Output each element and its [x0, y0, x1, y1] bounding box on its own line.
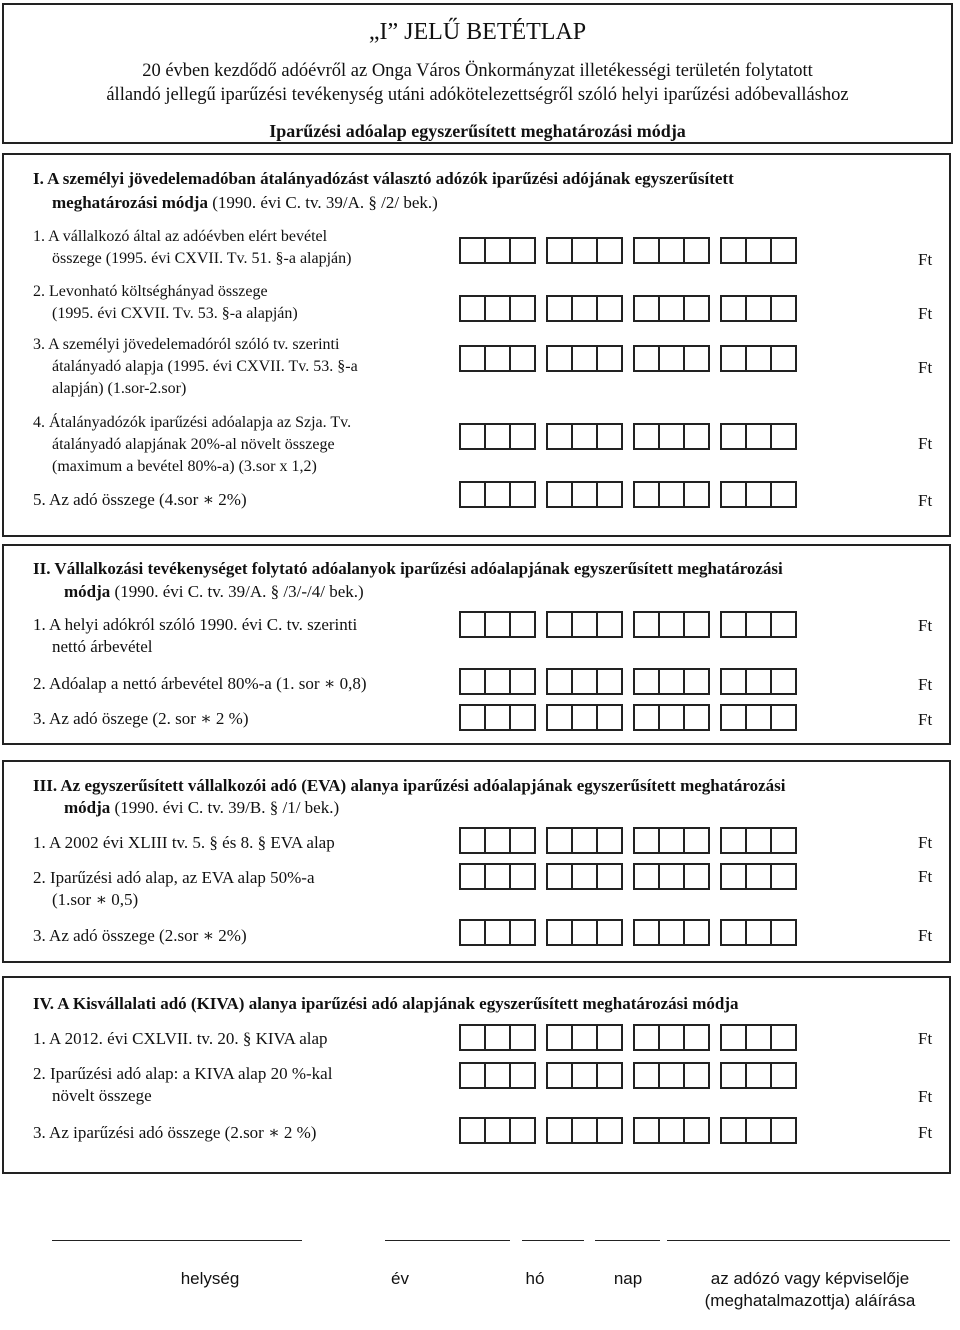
digit-box[interactable]	[548, 483, 573, 506]
section-iii-row-2-digit-boxes[interactable]	[459, 863, 797, 890]
digit-box[interactable]	[511, 1064, 534, 1087]
digit-box-group[interactable]	[633, 668, 710, 695]
digit-box-group[interactable]	[546, 1024, 623, 1051]
digit-box[interactable]	[548, 239, 573, 262]
section-iv-heading: IV. A Kisvállalati adó (KIVA) alanya iparűzési adó alapjának egyszerűsített meghatározási módja	[33, 994, 739, 1013]
digit-box[interactable]	[747, 347, 772, 370]
digit-box-group[interactable]	[459, 863, 536, 890]
section-i-row-4-currency: Ft	[918, 434, 933, 453]
digit-box[interactable]	[598, 425, 621, 448]
digit-box[interactable]	[747, 670, 772, 693]
digit-box-group[interactable]	[633, 345, 710, 372]
digit-box[interactable]	[660, 921, 685, 944]
year-label: év	[391, 1269, 409, 1288]
digit-box[interactable]	[461, 483, 486, 506]
section-i-heading: I. A személyi jövedelemadóban átalányadózást választó adózók iparűzési adójának egyszerűsített	[33, 169, 734, 188]
place-line[interactable]	[52, 1240, 302, 1241]
digit-box[interactable]	[548, 1119, 573, 1142]
digit-box[interactable]	[486, 483, 511, 506]
form-title: „I” JELŰ BETÉTLAP	[368, 19, 587, 45]
digit-box-group[interactable]	[546, 1117, 623, 1144]
digit-box-group[interactable]	[546, 863, 623, 890]
form-header	[2, 3, 953, 144]
digit-box[interactable]	[598, 921, 621, 944]
digit-box[interactable]	[772, 613, 795, 636]
digit-box[interactable]	[548, 670, 573, 693]
digit-box[interactable]	[685, 1064, 708, 1087]
digit-box[interactable]	[772, 829, 795, 852]
section-iv-row-2-digit-boxes[interactable]	[459, 1062, 797, 1089]
digit-box[interactable]	[461, 1026, 486, 1049]
digit-box-group[interactable]	[459, 237, 536, 264]
digit-box[interactable]	[660, 706, 685, 729]
digit-box-group[interactable]	[633, 1117, 710, 1144]
signature-line[interactable]	[667, 1240, 950, 1241]
section-i-row-3-label: 3. A személyi jövedelemadóról szóló tv. szerinti átalányadó alapja (1995. évi CXVII. Tv. 53. §-a alapján) (1.sor-2.sor)	[33, 336, 358, 397]
digit-box[interactable]	[511, 613, 534, 636]
digit-box[interactable]	[635, 829, 660, 852]
digit-box[interactable]	[511, 829, 534, 852]
digit-box[interactable]	[598, 865, 621, 888]
digit-box[interactable]	[573, 613, 598, 636]
digit-box[interactable]	[635, 921, 660, 944]
digit-box-group[interactable]	[720, 237, 797, 264]
section-i-row-1-currency: Ft	[918, 250, 933, 269]
digit-box[interactable]	[511, 347, 534, 370]
digit-box-group[interactable]	[633, 481, 710, 508]
digit-box[interactable]	[635, 297, 660, 320]
digit-box[interactable]	[461, 613, 486, 636]
digit-box[interactable]	[486, 1119, 511, 1142]
digit-box[interactable]	[486, 613, 511, 636]
digit-box[interactable]	[635, 670, 660, 693]
digit-box[interactable]	[685, 425, 708, 448]
digit-box[interactable]	[573, 297, 598, 320]
section-i-row-2-label: 2. Levonható költséghányad összege (1995. évi CXVII. Tv. 53. §-a alapján)	[33, 283, 298, 322]
digit-box[interactable]	[573, 239, 598, 262]
digit-box[interactable]	[635, 483, 660, 506]
section-ii-heading: II. Vállalkozási tevékenységet folytató adóalanyok iparűzési adóalapjának egyszerűsített meghatározási	[33, 559, 783, 578]
section-iii-heading: III. Az egyszerűsített vállalkozói adó (EVA) alanya iparűzési adóalapjának egyszerűsített meghatározási	[33, 776, 786, 795]
digit-box[interactable]	[598, 829, 621, 852]
digit-box[interactable]	[598, 613, 621, 636]
header-subtitle: Iparűzési adóalap egyszerűsített meghatározási módja	[269, 121, 686, 141]
digit-box[interactable]	[461, 921, 486, 944]
section-i-row-2-currency: Ft	[918, 304, 933, 323]
section-iii-row-3-label: 3. Az adó összege (2.sor ∗ 2%)	[33, 926, 247, 945]
digit-box[interactable]	[722, 1026, 747, 1049]
digit-box-group[interactable]	[546, 611, 623, 638]
section-ii-row-3-currency: Ft	[918, 710, 933, 729]
digit-box[interactable]	[548, 1064, 573, 1087]
digit-box[interactable]	[722, 865, 747, 888]
digit-box[interactable]	[722, 1064, 747, 1087]
digit-box[interactable]	[548, 706, 573, 729]
digit-box[interactable]	[747, 921, 772, 944]
digit-box[interactable]	[722, 297, 747, 320]
digit-box[interactable]	[486, 1064, 511, 1087]
digit-box[interactable]	[486, 347, 511, 370]
digit-box-group[interactable]	[633, 237, 710, 264]
digit-box[interactable]	[722, 921, 747, 944]
digit-box[interactable]	[486, 865, 511, 888]
section-iv-row-2-currency: Ft	[918, 1087, 933, 1106]
digit-box[interactable]	[747, 297, 772, 320]
digit-box[interactable]	[685, 483, 708, 506]
digit-box-group[interactable]	[633, 423, 710, 450]
digit-box[interactable]	[747, 483, 772, 506]
digit-box-group[interactable]	[633, 1024, 710, 1051]
digit-box[interactable]	[573, 670, 598, 693]
section-iv-row-3-label: 3. Az iparűzési adó összege (2.sor ∗ 2 %)	[33, 1123, 317, 1142]
section-ii-row-2-currency: Ft	[918, 675, 933, 694]
digit-box[interactable]	[598, 670, 621, 693]
digit-box[interactable]	[486, 297, 511, 320]
section-i-row-4-label: 4. Átalányadózók iparűzési adóalapja az Szja. Tv. átalányadó alapjának 20%-al növelt összege (maximum a bevétel 80%-a) (3.sor x 1,2)	[33, 414, 352, 475]
digit-box-group[interactable]	[546, 668, 623, 695]
section-i-heading-2: meghatározási módja (1990. évi C. tv. 39/A. § /2/ bek.)	[52, 193, 438, 212]
digit-box[interactable]	[461, 347, 486, 370]
digit-box-group[interactable]	[546, 919, 623, 946]
digit-box[interactable]	[685, 239, 708, 262]
section-iv-row-1-digit-boxes[interactable]	[459, 1024, 797, 1051]
digit-box[interactable]	[598, 483, 621, 506]
section-iii-row-2-label: 2. Iparűzési adó alap, az EVA alap 50%-a (1.sor ∗ 0,5)	[33, 868, 315, 909]
header-line-2: állandó jellegű iparűzési tevékenység utáni adókötelezettségről szóló helyi iparűzési adóbevalláshoz	[106, 85, 849, 105]
digit-box-group[interactable]	[720, 481, 797, 508]
digit-box-group[interactable]	[633, 1062, 710, 1089]
section-i-row-2-digit-boxes[interactable]	[459, 295, 797, 322]
digit-box-group[interactable]	[546, 827, 623, 854]
digit-box[interactable]	[486, 670, 511, 693]
digit-box[interactable]	[461, 1119, 486, 1142]
section-iii-row-1-currency: Ft	[918, 833, 933, 852]
digit-box-group[interactable]	[459, 423, 536, 450]
digit-box[interactable]	[685, 297, 708, 320]
digit-box-group[interactable]	[546, 345, 623, 372]
digit-box[interactable]	[772, 1064, 795, 1087]
digit-box-group[interactable]	[459, 1062, 536, 1089]
digit-box-group[interactable]	[633, 295, 710, 322]
digit-box-group[interactable]	[459, 1117, 536, 1144]
digit-box[interactable]	[635, 1064, 660, 1087]
header-line-1: 20 évben kezdődő adóévről az Onga Város Önkormányzat illetékességi területén folytatott	[142, 61, 813, 81]
digit-box[interactable]	[722, 1119, 747, 1142]
digit-box-group[interactable]	[720, 423, 797, 450]
digit-box[interactable]	[685, 865, 708, 888]
digit-box[interactable]	[722, 670, 747, 693]
digit-box[interactable]	[747, 829, 772, 852]
digit-box[interactable]	[486, 706, 511, 729]
digit-box[interactable]	[573, 483, 598, 506]
digit-box[interactable]	[722, 483, 747, 506]
digit-box[interactable]	[660, 347, 685, 370]
section-ii-row-1-digit-boxes[interactable]	[459, 611, 797, 638]
digit-box[interactable]	[772, 239, 795, 262]
digit-box[interactable]	[747, 1026, 772, 1049]
day-line[interactable]	[595, 1240, 660, 1241]
digit-box[interactable]	[486, 1026, 511, 1049]
digit-box-group[interactable]	[720, 295, 797, 322]
digit-box[interactable]	[635, 865, 660, 888]
year-line[interactable]	[385, 1240, 510, 1241]
digit-box-group[interactable]	[459, 919, 536, 946]
digit-box-group[interactable]	[546, 237, 623, 264]
digit-box-group[interactable]	[720, 827, 797, 854]
digit-box-group[interactable]	[459, 1024, 536, 1051]
digit-box-group[interactable]	[459, 481, 536, 508]
digit-box[interactable]	[548, 347, 573, 370]
digit-box-group[interactable]	[720, 1062, 797, 1089]
section-iii-row-1-digit-boxes[interactable]	[459, 827, 797, 854]
digit-box[interactable]	[573, 865, 598, 888]
section-ii-row-2-label: 2. Adóalap a nettó árbevétel 80%-a (1. sor ∗ 0,8)	[33, 674, 367, 693]
digit-box[interactable]	[461, 865, 486, 888]
signer-label: az adózó vagy képviselője (meghatalmazottja) aláírása	[704, 1269, 916, 1310]
digit-box[interactable]	[660, 1026, 685, 1049]
digit-box[interactable]	[548, 865, 573, 888]
digit-box-group[interactable]	[633, 827, 710, 854]
digit-box[interactable]	[598, 297, 621, 320]
digit-box-group[interactable]	[720, 611, 797, 638]
digit-box[interactable]	[660, 297, 685, 320]
digit-box[interactable]	[511, 670, 534, 693]
digit-box[interactable]	[461, 297, 486, 320]
digit-box[interactable]	[486, 239, 511, 262]
section-i-row-5-digit-boxes[interactable]	[459, 481, 797, 508]
digit-box[interactable]	[635, 706, 660, 729]
digit-box[interactable]	[511, 921, 534, 944]
digit-box[interactable]	[685, 829, 708, 852]
digit-box[interactable]	[635, 239, 660, 262]
digit-box[interactable]	[573, 706, 598, 729]
digit-box[interactable]	[511, 297, 534, 320]
digit-box[interactable]	[635, 425, 660, 448]
digit-box[interactable]	[660, 425, 685, 448]
digit-box[interactable]	[511, 706, 534, 729]
section-i-row-1-digit-boxes[interactable]	[459, 237, 797, 264]
digit-box[interactable]	[685, 1026, 708, 1049]
digit-box[interactable]	[598, 1064, 621, 1087]
digit-box-group[interactable]	[633, 704, 710, 731]
section-ii-heading-2: módja (1990. évi C. tv. 39/A. § /3/-/4/ bek.)	[64, 582, 364, 601]
digit-box[interactable]	[660, 1119, 685, 1142]
section-i-row-1-label: 1. A vállalkozó által az adóévben elért bevétel összege (1995. évi CXVII. Tv. 51. §-a alapján)	[33, 228, 352, 267]
section-iv-row-2-label: 2. Iparűzési adó alap: a KIVA alap 20 %-kal növelt összege	[33, 1064, 333, 1105]
digit-box-group[interactable]	[720, 668, 797, 695]
digit-box[interactable]	[685, 670, 708, 693]
digit-box[interactable]	[573, 347, 598, 370]
digit-box[interactable]	[635, 1026, 660, 1049]
digit-box[interactable]	[722, 425, 747, 448]
digit-box-group[interactable]	[720, 919, 797, 946]
digit-box[interactable]	[548, 829, 573, 852]
section-iv-row-1-currency: Ft	[918, 1029, 933, 1048]
digit-box[interactable]	[722, 239, 747, 262]
digit-box[interactable]	[598, 239, 621, 262]
digit-box[interactable]	[548, 425, 573, 448]
digit-box[interactable]	[486, 921, 511, 944]
digit-box[interactable]	[685, 1119, 708, 1142]
digit-box[interactable]	[461, 829, 486, 852]
section-iv-row-1-label: 1. A 2012. évi CXLVII. tv. 20. § KIVA alap	[33, 1029, 328, 1048]
digit-box[interactable]	[747, 865, 772, 888]
digit-box[interactable]	[511, 1119, 534, 1142]
digit-box[interactable]	[772, 483, 795, 506]
digit-box-group[interactable]	[546, 481, 623, 508]
digit-box-group[interactable]	[720, 1024, 797, 1051]
digit-box[interactable]	[660, 613, 685, 636]
digit-box[interactable]	[573, 829, 598, 852]
digit-box[interactable]	[511, 425, 534, 448]
digit-box[interactable]	[660, 829, 685, 852]
digit-box[interactable]	[772, 425, 795, 448]
digit-box[interactable]	[685, 921, 708, 944]
section-i-row-3-digit-boxes[interactable]	[459, 345, 797, 372]
digit-box-group[interactable]	[546, 704, 623, 731]
section-ii-row-3-label: 3. Az adó öszege (2. sor ∗ 2 %)	[33, 709, 249, 728]
digit-box[interactable]	[722, 347, 747, 370]
digit-box[interactable]	[685, 347, 708, 370]
digit-box-group[interactable]	[459, 611, 536, 638]
digit-box[interactable]	[772, 347, 795, 370]
digit-box[interactable]	[598, 1119, 621, 1142]
digit-box[interactable]	[660, 1064, 685, 1087]
digit-box[interactable]	[772, 921, 795, 944]
day-label: nap	[613, 1269, 643, 1288]
digit-box[interactable]	[548, 921, 573, 944]
digit-box[interactable]	[685, 613, 708, 636]
digit-box[interactable]	[747, 706, 772, 729]
digit-box[interactable]	[747, 1119, 772, 1142]
section-i-row-5-label: 5. Az adó összege (4.sor ∗ 2%)	[33, 490, 247, 509]
section-iv-row-3-currency: Ft	[918, 1123, 933, 1142]
digit-box-group[interactable]	[546, 295, 623, 322]
digit-box[interactable]	[598, 347, 621, 370]
digit-box[interactable]	[635, 1119, 660, 1142]
digit-box-group[interactable]	[459, 704, 536, 731]
digit-box[interactable]	[548, 613, 573, 636]
section-ii-row-1-label: 1. A helyi adókról szóló 1990. évi C. tv. szerinti nettó árbevétel	[33, 615, 358, 656]
digit-box-group[interactable]	[633, 863, 710, 890]
digit-box[interactable]	[772, 1026, 795, 1049]
section-ii-row-1-currency: Ft	[918, 616, 933, 635]
digit-box[interactable]	[747, 239, 772, 262]
digit-box[interactable]	[772, 706, 795, 729]
digit-box[interactable]	[461, 706, 486, 729]
digit-box-group[interactable]	[720, 1117, 797, 1144]
digit-box[interactable]	[461, 670, 486, 693]
digit-box-group[interactable]	[720, 863, 797, 890]
digit-box-group[interactable]	[633, 611, 710, 638]
digit-box-group[interactable]	[546, 423, 623, 450]
digit-box-group[interactable]	[633, 919, 710, 946]
month-label: hó	[525, 1269, 545, 1288]
digit-box[interactable]	[722, 706, 747, 729]
section-iii-heading-2: módja (1990. évi C. tv. 39/B. § /1/ bek.)	[64, 798, 340, 817]
section-iv-row-3-digit-boxes[interactable]	[459, 1117, 797, 1144]
digit-box[interactable]	[747, 425, 772, 448]
digit-box[interactable]	[635, 613, 660, 636]
digit-box[interactable]	[573, 1026, 598, 1049]
digit-box[interactable]	[573, 921, 598, 944]
digit-box[interactable]	[511, 865, 534, 888]
digit-box-group[interactable]	[459, 668, 536, 695]
digit-box[interactable]	[511, 483, 534, 506]
digit-box[interactable]	[722, 829, 747, 852]
digit-box[interactable]	[635, 347, 660, 370]
section-iii-row-3-currency: Ft	[918, 926, 933, 945]
digit-box[interactable]	[660, 670, 685, 693]
digit-box-group[interactable]	[459, 827, 536, 854]
digit-box[interactable]	[660, 865, 685, 888]
section-i-row-5-currency: Ft	[918, 491, 933, 510]
digit-box-group[interactable]	[720, 345, 797, 372]
digit-box[interactable]	[486, 829, 511, 852]
digit-box[interactable]	[573, 1064, 598, 1087]
section-iii-row-3-digit-boxes[interactable]	[459, 919, 797, 946]
digit-box[interactable]	[486, 425, 511, 448]
digit-box[interactable]	[660, 483, 685, 506]
digit-box[interactable]	[461, 239, 486, 262]
digit-box-group[interactable]	[720, 704, 797, 731]
digit-box[interactable]	[573, 1119, 598, 1142]
digit-box[interactable]	[660, 239, 685, 262]
section-i-row-4-digit-boxes[interactable]	[459, 423, 797, 450]
digit-box[interactable]	[573, 425, 598, 448]
digit-box-group[interactable]	[546, 1062, 623, 1089]
digit-box[interactable]	[685, 706, 708, 729]
digit-box[interactable]	[772, 670, 795, 693]
digit-box[interactable]	[772, 297, 795, 320]
digit-box[interactable]	[511, 239, 534, 262]
section-iii-row-2-currency: Ft	[918, 867, 933, 886]
digit-box[interactable]	[772, 1119, 795, 1142]
digit-box[interactable]	[461, 1064, 486, 1087]
section-i-row-3-currency: Ft	[918, 358, 933, 377]
digit-box[interactable]	[598, 706, 621, 729]
digit-box-group[interactable]	[459, 345, 536, 372]
digit-box[interactable]	[511, 1026, 534, 1049]
digit-box[interactable]	[548, 1026, 573, 1049]
digit-box[interactable]	[747, 1064, 772, 1087]
digit-box[interactable]	[772, 865, 795, 888]
digit-box[interactable]	[461, 425, 486, 448]
month-line[interactable]	[522, 1240, 584, 1241]
digit-box-group[interactable]	[459, 295, 536, 322]
place-label: helység	[180, 1269, 240, 1288]
digit-box[interactable]	[747, 613, 772, 636]
digit-box[interactable]	[598, 1026, 621, 1049]
section-iii-row-1-label: 1. A 2002 évi XLIII tv. 5. § és 8. § EVA alap	[33, 833, 335, 852]
section-ii-row-2-digit-boxes[interactable]	[459, 668, 797, 695]
section-ii-row-3-digit-boxes[interactable]	[459, 704, 797, 731]
digit-box[interactable]	[722, 613, 747, 636]
digit-box[interactable]	[548, 297, 573, 320]
